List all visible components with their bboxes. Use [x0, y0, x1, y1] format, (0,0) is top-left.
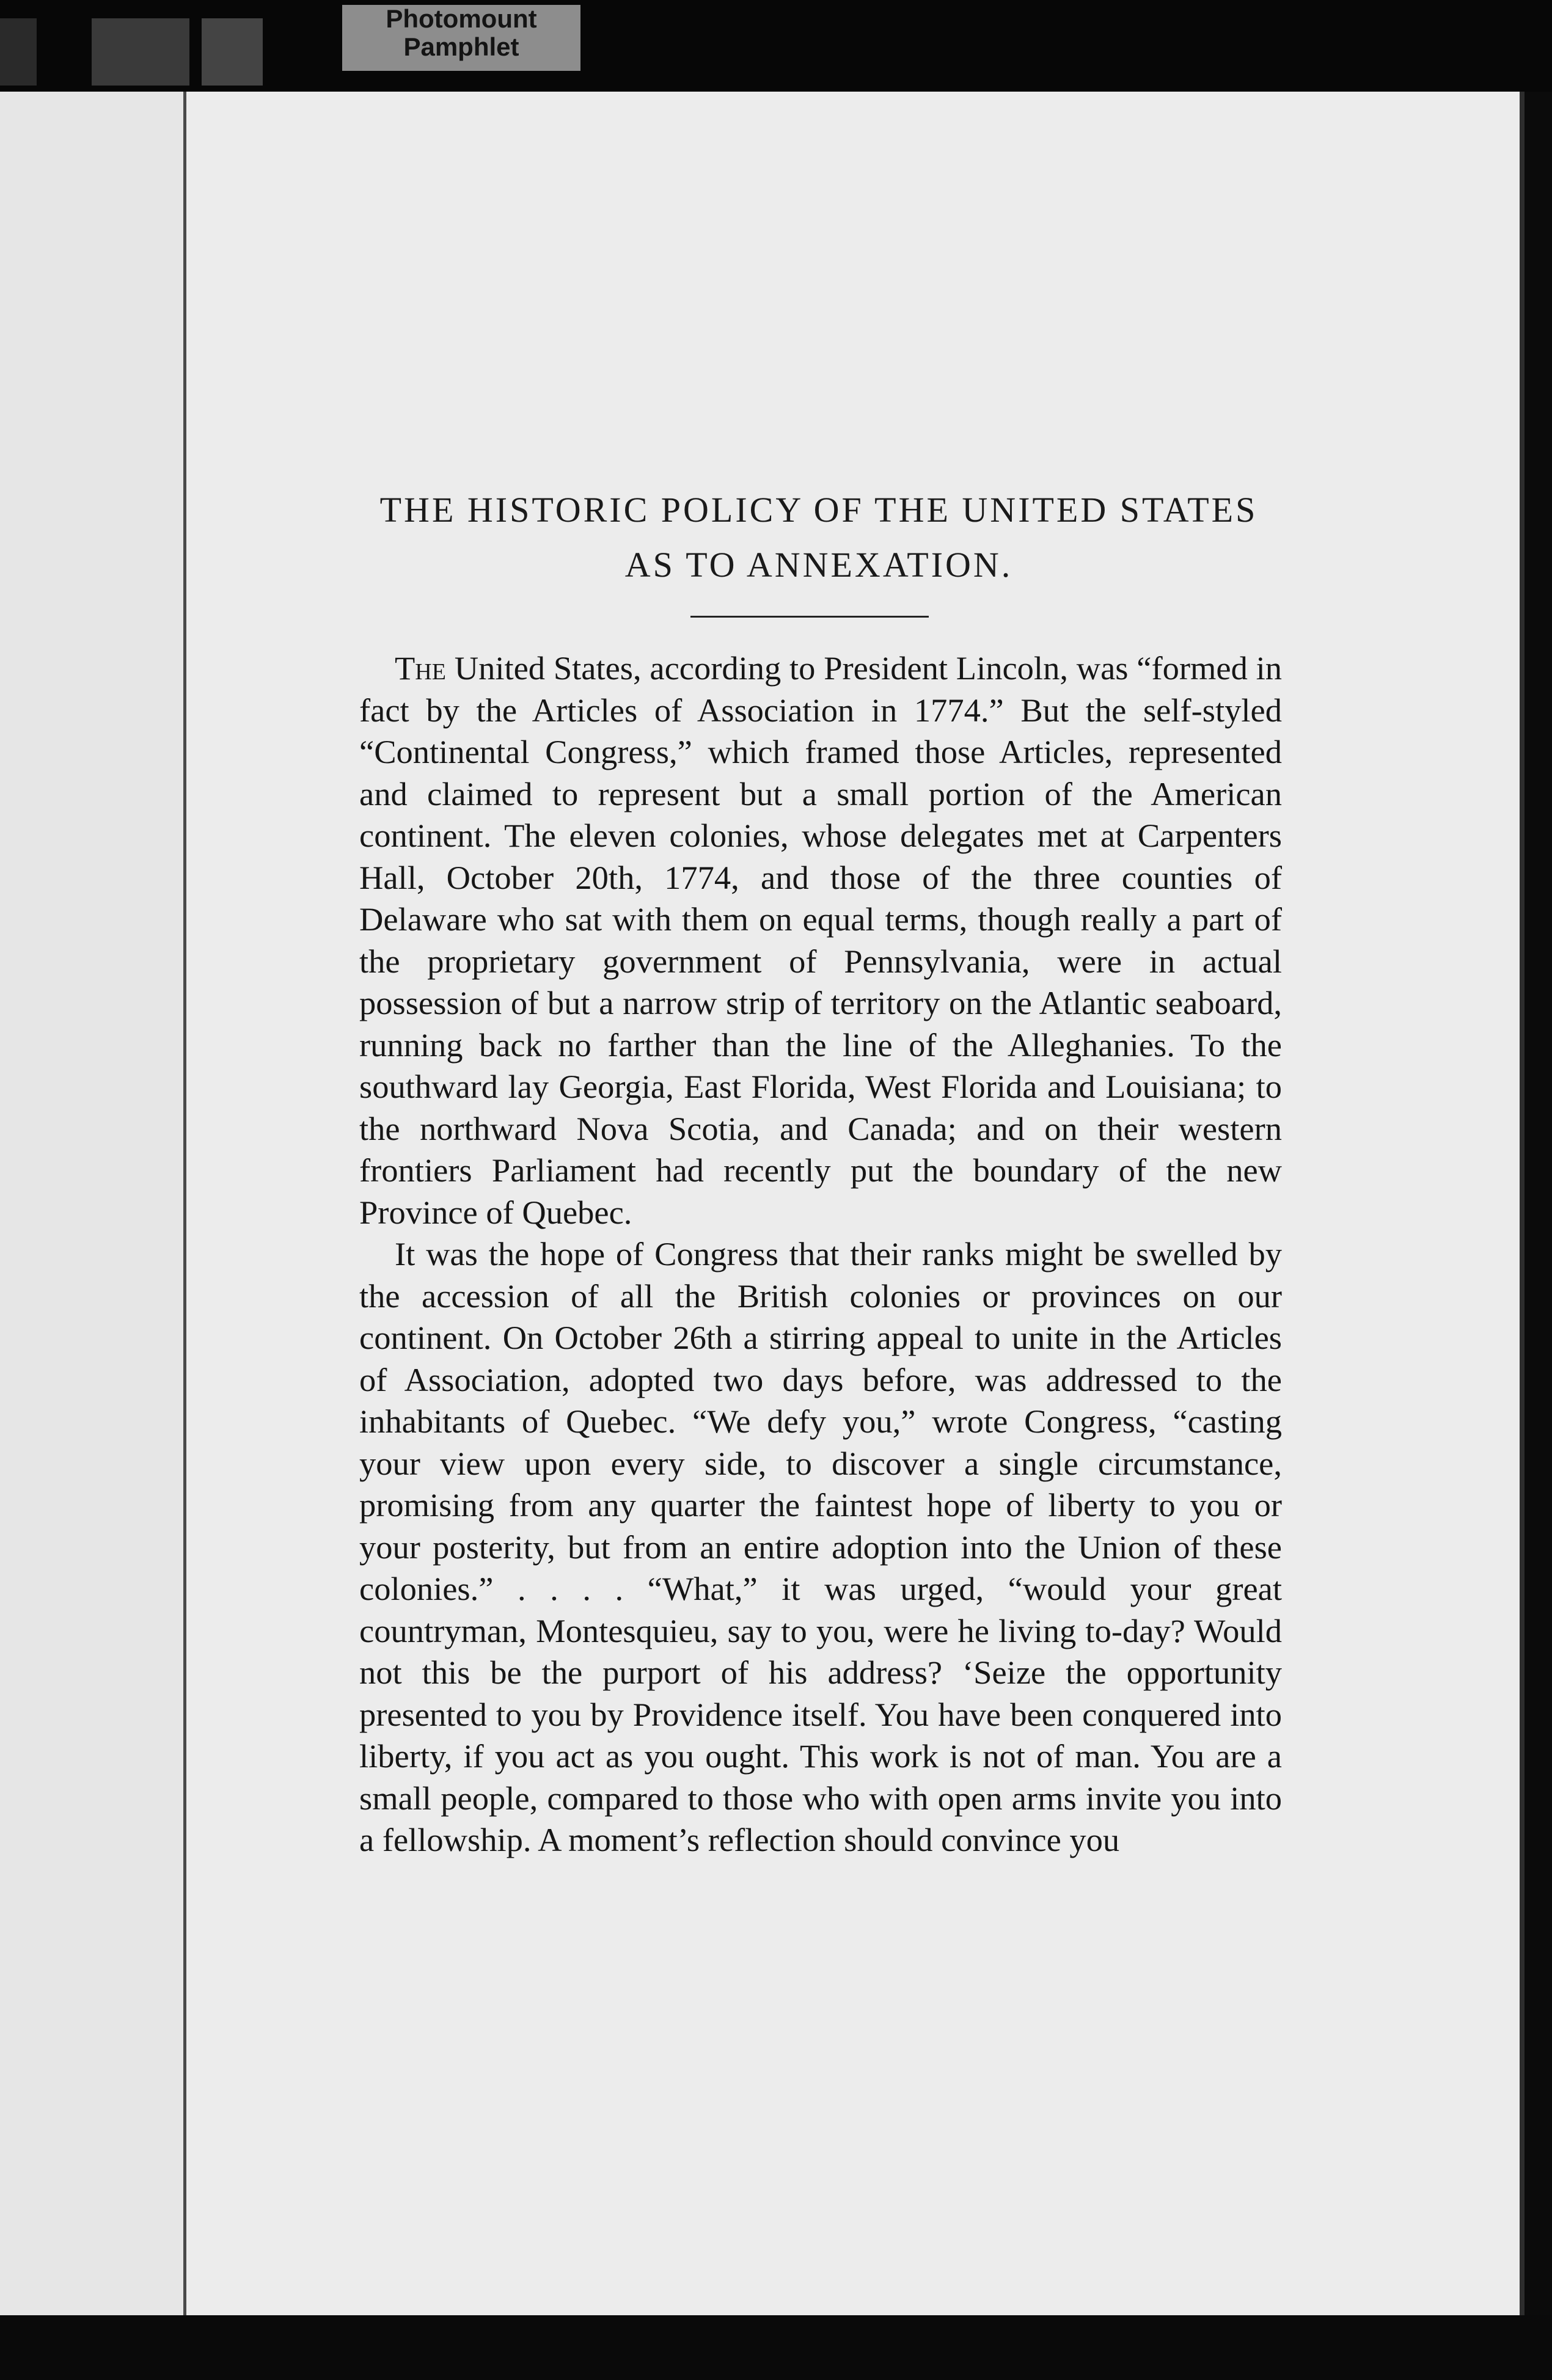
paragraph-1-lead: The [395, 649, 446, 687]
paragraph-1 [359, 648, 1282, 1233]
photomount-label [342, 5, 580, 71]
label-line-2: Pamphlet [403, 32, 519, 61]
body-text [359, 648, 1282, 1861]
paragraph-1-text: United States, according to President Lincoln, was “formed in fact by the Articles of Association in 1774.” But the self-styled “Continental Congress,” which framed those Articles, represented and claimed to represent but a small portion of the American continent. The eleven colonies, whose delegates met at Carpenters Hall, October 20th, 1774, and those of the three counties of Delaware who sat with them on equal terms, though really a part of the proprietary government of Pennsylvania, were in actual possession of but a narrow strip of territory on the Atlantic seaboard, running back no farther than the line of the Alleghanies. To the southward lay Georgia, East Florida, West Florida and Louisiana; to the northward Nova Scotia, and Canada; and on their western frontiers Parliament had recently put the boundary of the new Province of Quebec. [359, 649, 1282, 1231]
binding-spine-left [92, 18, 189, 86]
document-title [342, 483, 1295, 593]
binding-spine-right [202, 18, 263, 86]
title-line-2: AS TO ANNEXATION. [624, 545, 1013, 585]
scan-top-border [0, 0, 1552, 92]
left-facing-leaf [0, 92, 198, 2315]
title-line-1: THE HISTORIC POLICY OF THE UNITED STATES [379, 490, 1258, 530]
title-divider [690, 616, 929, 618]
binding-edge [0, 18, 37, 86]
label-line-1: Photomount [386, 5, 537, 33]
paragraph-2: It was the hope of Congress that their ranks might be swelled by the accession of all the British colonies or provinces on our continent. On October 26th a stirring appeal to unite in the Articles of Association, adopted two days before, was addressed to the inhabitants of Quebec. “We defy you,” wrote Congress, “casting your view upon every side, to discover a single circumstance, promising from any quarter the faintest hope of liberty to you or your posterity, but from an entire adoption into the Union of these colonies.” . . . . “What,” it was urged, “would your great countryman, Montesquieu, say to you, were he living to-day? Would not this be the purport of his address? ‘Seize the opportunity presented to you by Providence itself. You have been conquered into liberty, if you act as you ought. This work is not of man. You are a small people, compared to those who with open arms invite you into a fellowship. A moment’s reflection should convince you [359, 1235, 1282, 1858]
scan-bottom-border [0, 2315, 1552, 2380]
